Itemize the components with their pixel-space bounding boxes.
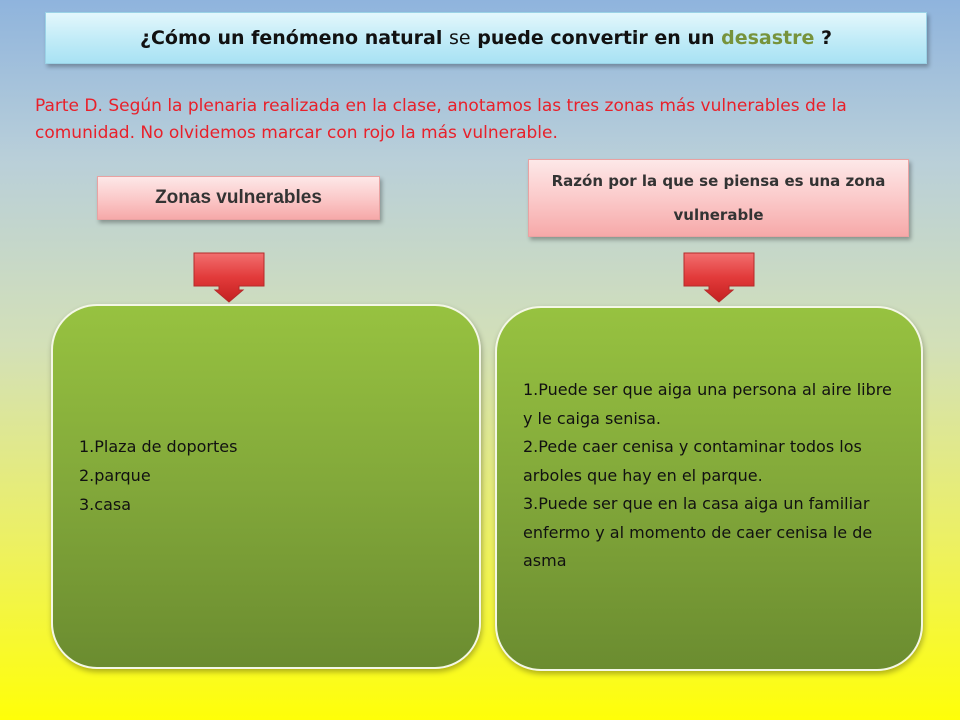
reason-item: 3.Puede ser que en la casa aiga un familiar enfermo y al momento de caer cenisa le de asma — [523, 494, 873, 570]
zones-box — [51, 304, 481, 669]
title-part-1: ¿Cómo un fenómeno natural — [139, 27, 443, 49]
reason-item: 2.Pede caer cenisa y contaminar todos los arboles que hay en el parque. — [523, 437, 862, 485]
zones-list — [79, 432, 237, 519]
zone-item: 2.parque — [79, 466, 151, 485]
zones-header: Zonas vulnerables — [97, 176, 380, 220]
down-arrow-icon — [683, 252, 755, 304]
zone-item: 1.Plaza de doportes — [79, 437, 238, 456]
title-part-2: se — [449, 27, 471, 49]
reason-item: 1.Puede ser que aiga una persona al aire libre y le caiga senisa. — [523, 380, 892, 428]
reasons-box — [495, 306, 923, 671]
instructions-text: Parte D. Según la plenaria realizada en la clase, anotamos las tres zonas más vulnerables de la comunidad. No olvidemos marcar con rojo la más vulnerable. — [35, 96, 847, 143]
title-part-4: ? — [821, 27, 833, 49]
slide-title — [45, 12, 927, 64]
zone-item: 3.casa — [79, 495, 132, 514]
title-part-3: puede convertir en un — [477, 27, 715, 49]
down-arrow-icon — [193, 252, 265, 304]
reason-header: Razón por la que se piensa es una zona vulnerable — [528, 159, 909, 237]
reasons-list — [523, 376, 893, 576]
title-highlight: desastre — [721, 27, 815, 49]
